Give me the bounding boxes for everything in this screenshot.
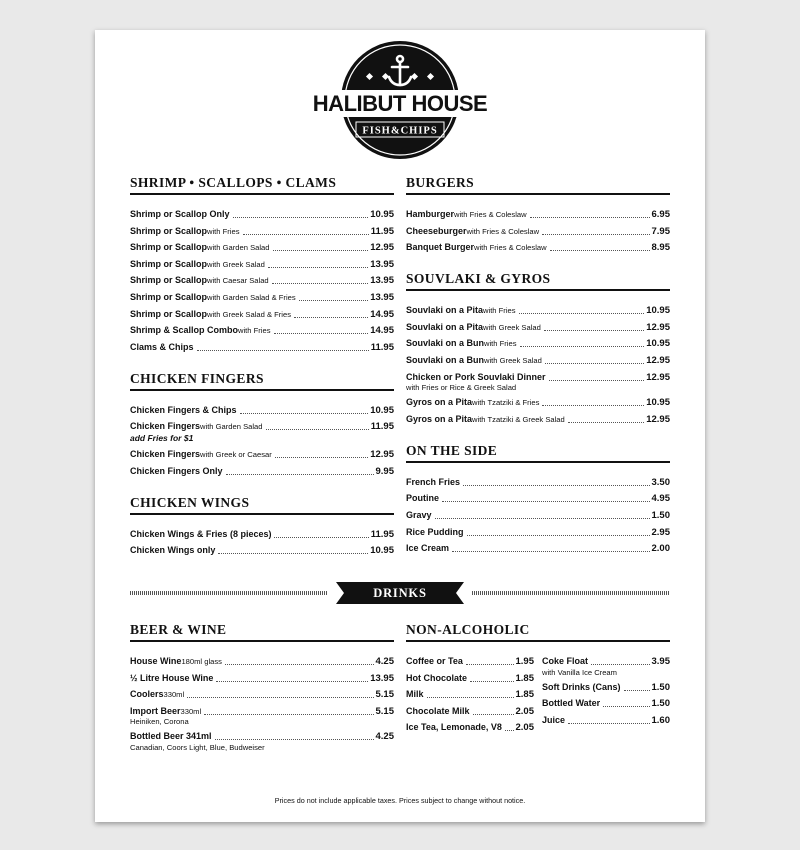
item-name: Souvlaki on a Pita	[406, 305, 484, 316]
item-name: Clams & Chips	[130, 341, 194, 352]
item-price: 8.95	[651, 242, 670, 254]
item-description: with Garden Salad	[207, 243, 270, 253]
item-description: with Greek Salad & Fries	[207, 309, 291, 319]
divider-rule-right	[472, 591, 670, 595]
item-description: 180ml glass	[181, 657, 222, 666]
item-name: Juice	[542, 714, 566, 725]
menu-item	[406, 209, 670, 220]
item-name: Shrimp or Scallop	[130, 275, 208, 286]
menu-item	[406, 510, 670, 521]
dinner-subtext: with Fries or Rice & Greek Salad	[406, 383, 517, 393]
menu-item	[130, 226, 394, 237]
item-price: 3.50	[651, 476, 670, 488]
item-name: Poutine	[406, 493, 439, 504]
section-chicken-fingers	[130, 371, 394, 477]
logo-name: HALIBUT HOUSE	[312, 91, 488, 116]
section-souvlaki	[406, 271, 670, 425]
item-name: Soft Drinks (Cans)	[542, 681, 621, 692]
item-list	[406, 305, 670, 425]
item-price: 1.95	[515, 656, 534, 667]
item-name: Banquet Burger	[406, 242, 475, 253]
item-name: Shrimp or Scallop	[130, 225, 208, 236]
item-price: 9.95	[375, 465, 394, 477]
section-title: SHRIMP • SCALLOPS • CLAMS	[130, 175, 394, 195]
item-price: 13.95	[370, 672, 394, 684]
item-description: with Greek Salad	[484, 355, 542, 365]
item-price: 13.95	[370, 291, 394, 303]
item-description: 330ml	[180, 706, 202, 716]
menu-item	[542, 682, 670, 693]
dot-leader	[218, 553, 368, 554]
item-name: Chicken Fingers & Chips	[130, 404, 237, 415]
footer-note: Prices do not include applicable taxes. Prices subject to change without notice.	[274, 796, 526, 805]
dot-leader	[542, 405, 644, 406]
item-description: with Tzatziki & Greek Salad	[472, 414, 565, 424]
dot-leader	[275, 457, 368, 458]
item-list	[406, 209, 670, 253]
item-list	[130, 405, 394, 477]
item-description: with Fries	[207, 226, 240, 236]
item-name: Chicken Wings only	[130, 545, 216, 556]
section-shrimp	[130, 175, 394, 353]
dot-leader	[299, 300, 369, 301]
item-price: 3.95	[651, 656, 670, 667]
item-description: with Fries	[238, 326, 271, 336]
item-name: Chicken or Pork Souvlaki Dinner	[406, 371, 546, 382]
item-name: Shrimp or Scallop	[130, 242, 208, 253]
menu-page	[95, 30, 705, 822]
item-price: 1.85	[515, 689, 534, 701]
item-description: with Fries & Coleslaw	[474, 243, 547, 253]
dot-leader	[530, 217, 650, 218]
menu-item	[406, 656, 534, 667]
item-name: Souvlaki on a Bun	[406, 338, 485, 349]
item-name: House Wine	[130, 656, 182, 666]
item-price: 5.15	[375, 705, 394, 717]
divider-rule-left	[130, 591, 328, 595]
menu-item	[130, 275, 394, 286]
section-title: ON THE SIDE	[406, 443, 670, 463]
item-name: Chocolate Milk	[406, 705, 470, 716]
item-price: 12.95	[646, 413, 670, 425]
right-column	[406, 175, 670, 568]
item-name: Gyros on a Pita	[406, 413, 473, 424]
item-price: 2.05	[515, 705, 534, 717]
left-column	[130, 175, 394, 570]
item-price: 5.15	[375, 689, 394, 701]
item-name: Chicken Wings & Fries (8 pieces)	[130, 528, 272, 539]
menu-item	[542, 656, 670, 667]
menu-item	[130, 405, 394, 416]
menu-item	[406, 305, 670, 316]
item-name: Shrimp & Scallop Combo	[130, 325, 239, 336]
item-price: 11.95	[370, 421, 394, 433]
dot-leader	[473, 714, 514, 715]
item-name: Bottled Water	[542, 698, 601, 709]
item-description: with Greek Salad	[483, 322, 541, 332]
item-name: Gravy	[406, 509, 432, 520]
menu-item	[130, 673, 394, 684]
dot-leader	[442, 501, 650, 502]
section-title: CHICKEN WINGS	[130, 495, 394, 515]
item-price: 2.05	[515, 722, 534, 734]
item-price: 12.95	[646, 371, 670, 383]
logo	[95, 38, 705, 162]
non-alcoholic-col-1	[406, 656, 534, 739]
dot-leader	[274, 333, 369, 334]
item-price: 12.95	[370, 242, 394, 254]
menu-item	[406, 477, 670, 488]
non-alcoholic-grid	[406, 656, 670, 739]
dot-leader	[204, 714, 373, 715]
menu-item	[406, 242, 670, 253]
item-name: ½ Litre House Wine	[130, 672, 214, 683]
dot-leader	[216, 681, 368, 682]
item-description: with Caesar Salad	[207, 276, 269, 286]
item-price: 10.95	[370, 209, 394, 220]
menu-item	[406, 493, 670, 504]
item-name: Cheeseburger	[406, 225, 467, 236]
item-description: with Garden Salad	[200, 422, 263, 432]
item-list	[406, 477, 670, 554]
section-on-the-side	[406, 443, 670, 554]
dot-leader	[545, 363, 644, 364]
item-list	[130, 656, 394, 752]
item-name: Rice Pudding	[406, 526, 464, 537]
item-description: with Fries & Coleslaw	[454, 210, 527, 219]
item-name: French Fries	[406, 476, 461, 487]
dot-leader	[427, 697, 514, 698]
item-name: Shrimp or Scallop	[130, 258, 208, 269]
dot-leader	[273, 250, 369, 251]
dot-leader	[519, 313, 645, 314]
section-title: SOUVLAKI & GYROS	[406, 271, 670, 291]
menu-item	[406, 543, 670, 554]
add-fries-note: add Fries for $1	[130, 432, 194, 443]
menu-item	[130, 292, 394, 303]
item-name: Hamburger	[406, 209, 455, 219]
menu-item	[130, 342, 394, 353]
item-name: Chicken Fingers	[130, 421, 201, 432]
menu-item	[406, 673, 534, 684]
item-price: 14.95	[370, 325, 394, 337]
menu-item	[130, 449, 394, 460]
dot-leader	[452, 551, 649, 552]
dot-leader	[197, 350, 369, 351]
dot-leader	[505, 730, 514, 731]
menu-item	[406, 722, 534, 733]
dot-leader	[226, 474, 374, 475]
item-name: Shrimp or Scallop Only	[130, 209, 230, 219]
menu-item	[406, 706, 534, 717]
menu-item	[406, 226, 670, 237]
dot-leader	[520, 346, 645, 347]
dot-leader	[591, 664, 649, 665]
item-price: 1.50	[651, 509, 670, 521]
item-description: with Greek Salad	[207, 259, 265, 269]
item-name: Chicken Fingers Only	[130, 465, 223, 476]
section-beer-wine	[130, 622, 394, 757]
menu-item	[406, 689, 534, 700]
item-price: 11.95	[370, 528, 394, 540]
item-price: 10.95	[370, 545, 394, 557]
item-price: 1.50	[651, 681, 670, 693]
item-name: Coolers	[130, 689, 164, 700]
drinks-banner	[336, 582, 464, 604]
item-price: 2.95	[651, 526, 670, 538]
item-price: 7.95	[651, 225, 670, 237]
dot-leader	[603, 706, 649, 707]
item-price: 11.95	[370, 225, 394, 237]
item-price: 4.25	[375, 731, 394, 743]
menu-item	[130, 529, 394, 540]
item-price: 12.95	[646, 354, 670, 366]
item-description: 330ml	[163, 690, 185, 700]
item-name: Coke Float	[542, 656, 589, 666]
item-list	[130, 209, 394, 353]
dot-leader	[463, 485, 649, 486]
item-price: 12.95	[646, 321, 670, 333]
item-subtext: with Vanilla Ice Cream	[542, 667, 617, 677]
item-description: with Fries & Coleslaw	[466, 226, 540, 236]
dot-leader	[466, 664, 514, 665]
menu-item	[130, 689, 394, 700]
dot-leader	[435, 518, 650, 519]
dot-leader	[542, 234, 649, 235]
item-name: Chicken Fingers	[130, 448, 201, 459]
menu-item	[406, 372, 670, 383]
section-burgers	[406, 175, 670, 253]
section-non-alcoholic	[406, 622, 670, 739]
menu-item	[406, 397, 670, 408]
item-subtext: Heiniken, Corona	[130, 717, 189, 727]
dot-leader	[550, 250, 650, 251]
item-subtext: Canadian, Coors Light, Blue, Budweiser	[130, 742, 265, 752]
menu-item	[130, 209, 394, 220]
section-title: CHICKEN FINGERS	[130, 371, 394, 391]
non-alcoholic-col-2	[542, 656, 670, 739]
menu-item	[130, 309, 394, 320]
dot-leader	[266, 429, 369, 430]
item-name: Bottled Beer 341ml	[130, 731, 212, 742]
item-price: 14.95	[370, 308, 394, 320]
item-price: 6.95	[651, 209, 670, 220]
item-name: Ice Cream	[406, 543, 450, 554]
menu-item	[130, 259, 394, 270]
item-name: Souvlaki on a Pita	[406, 321, 484, 332]
item-name: Gyros on a Pita	[406, 397, 473, 408]
section-chicken-wings	[130, 495, 394, 557]
item-name: Souvlaki on a Bun	[406, 354, 485, 365]
item-name: Shrimp or Scallop	[130, 308, 208, 319]
dot-leader	[240, 413, 369, 414]
dot-leader	[233, 217, 369, 218]
item-price: 10.95	[646, 338, 670, 350]
item-description: with Tzatziki & Fries	[472, 398, 540, 408]
dot-leader	[268, 267, 368, 268]
dot-leader	[272, 283, 369, 284]
dot-leader	[624, 690, 650, 691]
item-description: with Greek or Caesar	[200, 449, 272, 459]
item-price: 11.95	[370, 341, 394, 353]
item-price: 1.50	[651, 698, 670, 710]
menu-item	[130, 325, 394, 336]
menu-item	[130, 466, 394, 477]
menu-item	[130, 242, 394, 253]
item-description: with Fries	[483, 306, 516, 316]
section-title: NON-ALCOHOLIC	[406, 622, 670, 642]
item-price: 2.00	[651, 543, 670, 555]
menu-item	[130, 421, 394, 432]
item-price: 10.95	[370, 404, 394, 416]
item-name: Shrimp or Scallop	[130, 291, 208, 302]
item-price: 1.85	[515, 672, 534, 684]
dot-leader	[243, 234, 369, 235]
menu-item	[406, 322, 670, 333]
item-list	[130, 529, 394, 557]
item-description: with Garden Salad & Fries	[207, 292, 296, 302]
item-name: Coffee or Tea	[406, 656, 463, 666]
dot-leader	[225, 664, 374, 665]
item-price: 1.60	[651, 714, 670, 726]
drinks-divider	[130, 582, 670, 604]
logo-tagline: FISH&CHIPS	[362, 125, 438, 137]
item-name: Hot Chocolate	[406, 672, 468, 683]
item-name: Milk	[406, 689, 424, 700]
logo-emblem	[310, 38, 490, 162]
menu-item	[406, 414, 670, 425]
menu-item	[406, 527, 670, 538]
dot-leader	[467, 535, 650, 536]
section-title: BEER & WINE	[130, 622, 394, 642]
item-description: with Fries	[484, 339, 517, 349]
menu-item	[406, 338, 670, 349]
dot-leader	[215, 739, 374, 740]
menu-item	[542, 698, 670, 709]
menu-item	[406, 355, 670, 366]
item-price: 12.95	[370, 448, 394, 460]
item-price: 10.95	[646, 305, 670, 317]
dot-leader	[568, 723, 649, 724]
item-price: 13.95	[370, 258, 394, 270]
dot-leader	[470, 681, 513, 682]
dot-leader	[568, 422, 644, 423]
menu-item	[130, 731, 394, 742]
item-name: Ice Tea, Lemonade, V8	[406, 722, 502, 733]
menu-item	[130, 656, 394, 667]
menu-item	[130, 706, 394, 717]
dot-leader	[274, 537, 368, 538]
item-price: 10.95	[646, 397, 670, 409]
item-price: 4.95	[651, 493, 670, 505]
item-name: Import Beer	[130, 705, 181, 716]
dot-leader	[187, 697, 373, 698]
dot-leader	[294, 317, 368, 318]
item-price: 13.95	[370, 275, 394, 287]
menu-item	[542, 715, 670, 726]
dot-leader	[544, 330, 644, 331]
drinks-banner-label: DRINKS	[373, 586, 427, 600]
dot-leader	[549, 380, 645, 381]
item-price: 4.25	[375, 656, 394, 667]
menu-item	[130, 545, 394, 556]
section-title: BURGERS	[406, 175, 670, 195]
